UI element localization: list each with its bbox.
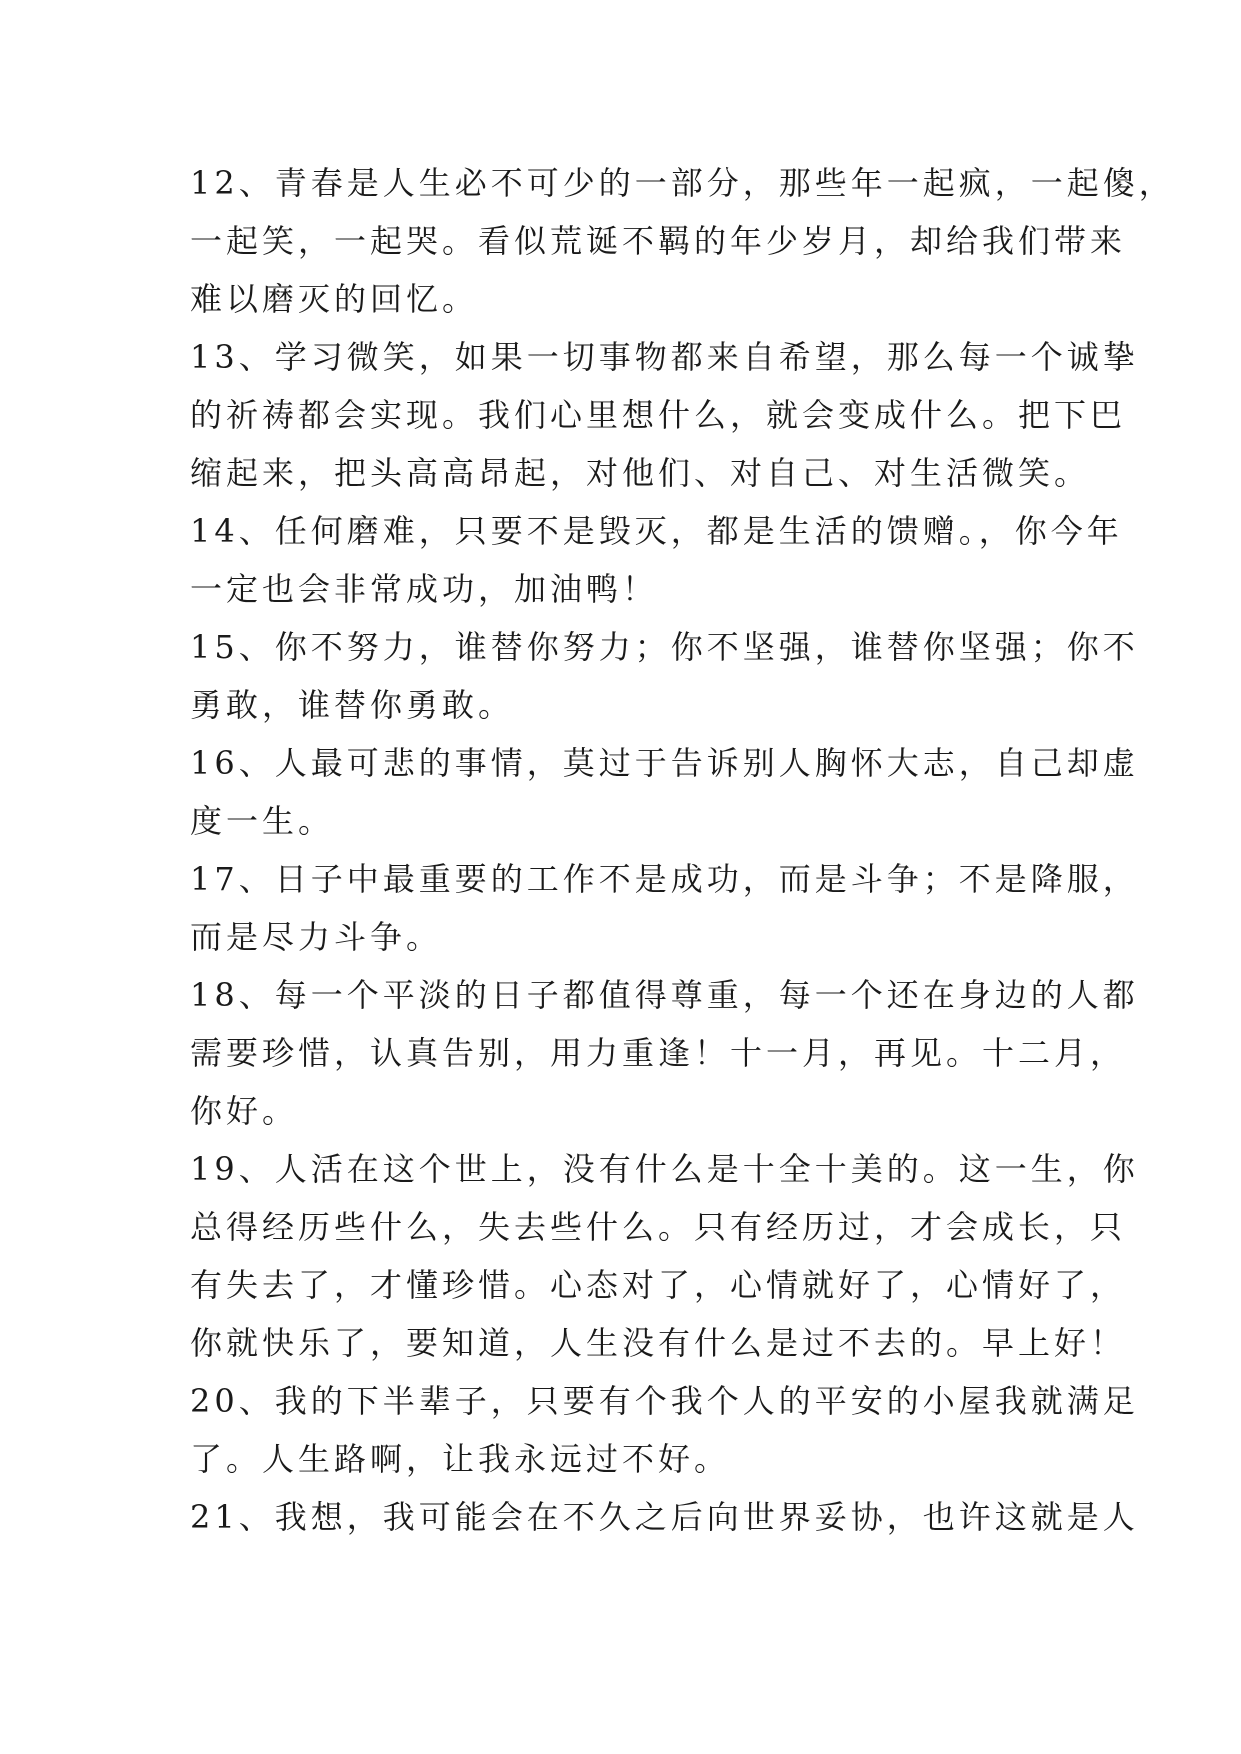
text-line: 难以磨灭的回忆。 [190,280,479,318]
text-line: 15、你不努力，谁替你努力；你不坚强，谁替你坚强；你不 [190,628,1139,666]
text-line: 16、人最可悲的事情，莫过于告诉别人胸怀大志，自己却虚 [190,744,1139,782]
text-line: 17、日子中最重要的工作不是成功，而是斗争；不是降服， [190,860,1139,898]
text-line: 13、学习微笑，如果一切事物都来自希望，那么每一个诚挚 [190,338,1139,376]
text-line: 一起笑，一起哭。看似荒诞不羁的年少岁月，却给我们带来 [190,222,1127,260]
text-line: 勇敢，谁替你勇敢。 [190,686,515,724]
text-line: 19、人活在这个世上，没有什么是十全十美的。这一生，你 [190,1150,1139,1188]
text-line: 需要珍惜，认真告别，用力重逢！十一月，再见。十二月， [190,1034,1127,1072]
document-body [190,154,1175,1546]
text-line: 了。人生路啊，让我永远过不好。 [190,1440,731,1478]
text-line: 12、青春是人生必不可少的一部分，那些年一起疯，一起傻， [190,164,1175,202]
text-line: 有失去了，才懂珍惜。心态对了，心情就好了，心情好了， [190,1266,1127,1304]
text-line: 你就快乐了，要知道，人生没有什么是过不去的。早上好！ [190,1324,1127,1362]
text-line: 度一生。 [190,802,335,840]
text-line: 14、任何磨难，只要不是毁灭，都是生活的馈赠。，你今年 [190,512,1123,550]
text-line: 20、我的下半辈子，只要有个我个人的平安的小屋我就满足 [190,1382,1139,1420]
text-line: 21、我想，我可能会在不久之后向世界妥协，也许这就是人 [190,1498,1139,1536]
text-line: 缩起来，把头高高昂起，对他们、对自己、对生活微笑。 [190,454,1091,492]
text-line: 总得经历些什么，失去些什么。只有经历过，才会成长，只 [190,1208,1127,1246]
text-line: 的祈祷都会实现。我们心里想什么，就会变成什么。把下巴 [190,396,1127,434]
text-line: 你好。 [190,1092,299,1130]
text-line: 一定也会非常成功，加油鸭！ [190,570,659,608]
text-line: 而是尽力斗争。 [190,918,443,956]
text-line: 18、每一个平淡的日子都值得尊重，每一个还在身边的人都 [190,976,1139,1014]
